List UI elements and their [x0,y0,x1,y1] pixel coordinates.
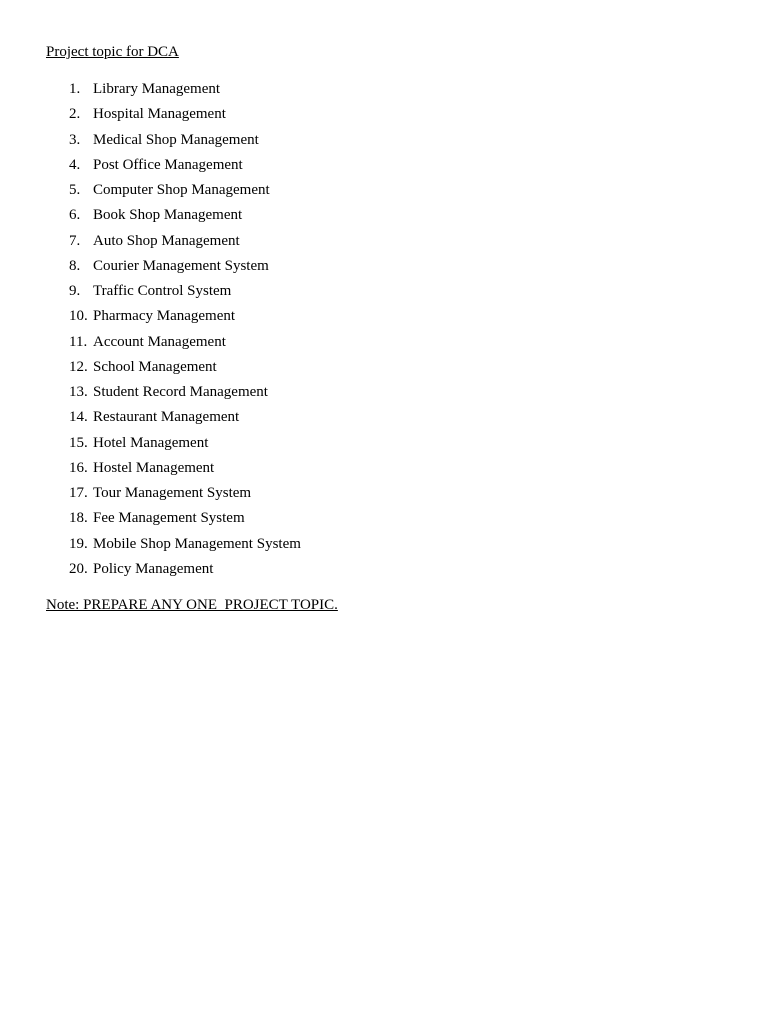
item-text: Auto Shop Management [93,232,240,249]
item-text: Computer Shop Management [93,182,270,198]
item-text: Hostel Management [93,459,215,476]
document-title: Project topic for DCA [46,44,179,60]
item-number: 17. [69,485,88,501]
item-number: 7. [69,232,81,249]
item-text: Student Record Management [93,384,268,400]
item-text: Tour Management System [93,485,252,501]
item-text: Courier Management System [93,257,269,274]
item-number: 20. [69,560,88,577]
item-number: 8. [69,257,81,274]
item-number: 12. [69,358,88,375]
item-number: 4. [69,156,81,173]
item-text: Library Management [93,81,221,97]
item-number: 3. [69,131,81,148]
item-number: 2. [69,106,81,123]
item-text: Hospital Management [93,106,226,123]
item-number: 19. [69,535,88,552]
item-number: 1. [69,81,81,97]
item-text: School Management [93,358,217,375]
note-text: Note: PREPARE ANY ONE PROJECT TOPIC. [46,597,338,613]
item-text: Mobile Shop Management System [93,535,301,552]
item-number: 15. [69,434,88,451]
item-number: 9. [69,283,81,299]
item-text: Pharmacy Management [93,308,236,325]
item-number: 5. [69,182,81,198]
item-text: Hotel Management [93,434,209,451]
item-number: 18. [69,510,88,527]
item-number: 16. [69,459,88,476]
item-number: 13. [69,384,88,400]
item-text: Medical Shop Management [93,131,259,148]
item-text: Fee Management System [93,510,245,527]
item-text: Book Shop Management [93,207,243,224]
item-number: 6. [69,207,81,224]
item-text: Policy Management [93,560,214,577]
item-number: 10. [69,308,88,325]
item-number: 14. [69,409,88,426]
item-number: 11. [69,333,88,350]
item-text: Traffic Control System [93,283,232,299]
item-text: Restaurant Management [93,409,240,426]
item-text: Account Management [93,333,226,350]
item-text: Post Office Management [93,156,243,173]
